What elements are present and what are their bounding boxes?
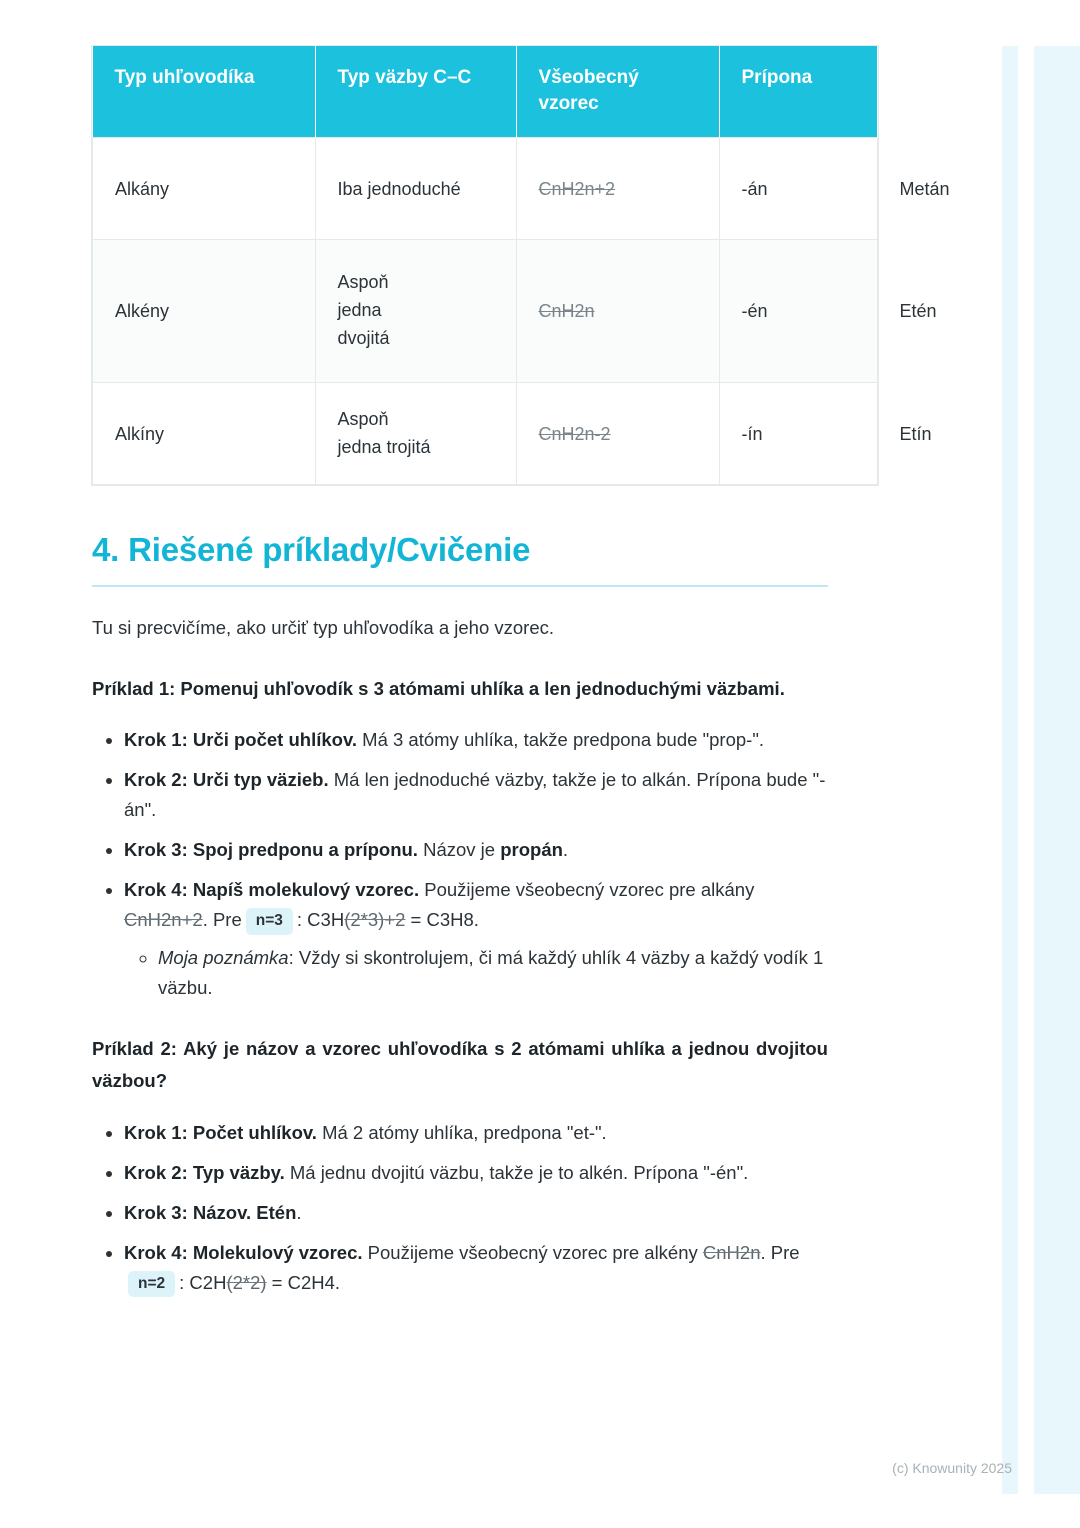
page-title: 4. Riešené príklady/Cvičenie	[92, 531, 531, 569]
document-content	[92, 46, 963, 1308]
step-label: Krok 4: Molekulový vzorec.	[124, 1241, 363, 1263]
formula-calc-a: : C2H	[179, 1271, 227, 1293]
step-text: Má jednu dvojitú väzbu, takže je to alkén. Prípona "-én".	[284, 1161, 749, 1183]
cell-vazba: Aspoň jedna trojitá	[315, 383, 516, 485]
formula-calc-strike: (2*3)+2	[344, 909, 406, 931]
formula-general: CnH2n	[702, 1241, 761, 1263]
step-label: Krok 1: Počet uhlíkov.	[124, 1121, 317, 1143]
list-item	[124, 1118, 828, 1148]
list-item	[124, 835, 828, 865]
column-header-vazba: Typ väzby C–C	[315, 46, 516, 138]
column-header-pripona: Prípona	[719, 46, 877, 138]
step-label: Krok 2: Typ väzby.	[124, 1161, 285, 1183]
n-value-chip: n=2	[128, 1271, 175, 1298]
decorative-edge-band	[1034, 46, 1080, 1494]
step-text: Použijeme všeobecný vzorec pre alkény	[362, 1241, 703, 1263]
step-tail: .	[296, 1201, 302, 1223]
hydrocarbon-table	[92, 46, 963, 485]
list-item	[124, 1238, 828, 1298]
formula-calc-strike: (2*2)	[226, 1271, 267, 1293]
step-text: Použijeme všeobecný vzorec pre alkány	[419, 879, 755, 901]
step-label: Krok 2: Urči typ väzieb.	[124, 769, 329, 791]
table-header-row: Typ uhľovodíka Typ väzby C–C Všeobecný vzorec Prípona Príklad	[93, 46, 878, 138]
cell-vazba: Iba jednoduché	[315, 138, 516, 240]
example1-note-list	[124, 943, 828, 1003]
step-label: Krok 4: Napíš molekulový vzorec.	[124, 879, 420, 901]
step-label: Krok 1: Urči počet uhlíkov.	[124, 729, 358, 751]
formula-calc-b: = C2H4.	[266, 1271, 341, 1293]
column-header-vzorec: Všeobecný vzorec	[516, 46, 719, 138]
cell-vzorec	[516, 138, 719, 240]
formula-pre: . Pre	[760, 1241, 800, 1263]
cell-typ: Alkíny	[93, 383, 316, 485]
step-label: Krok 3: Spoj predponu a príponu.	[124, 839, 418, 861]
formula-calc-b: = C3H8.	[405, 909, 479, 931]
table-row: Alkány Iba jednoduché CnH2n+2 -án Metán	[93, 138, 878, 240]
cell-vzorec	[516, 383, 719, 485]
list-item	[158, 943, 828, 1003]
note-text: : Vždy si skontrolujem, či má každý uhlík 4 väzby a každý vodík 1 väzbu.	[158, 947, 824, 999]
table-body	[93, 138, 950, 485]
list-item	[124, 1158, 828, 1188]
step-label: Krok 3: Názov.	[124, 1201, 252, 1223]
step-result: propán	[500, 839, 563, 861]
section-intro: Tu si precvičíme, ako určiť typ uhľovodíka a jeho vzorec.	[92, 617, 555, 639]
formula-pre: . Pre	[202, 909, 242, 931]
cell-vzorec	[516, 240, 719, 383]
cell-typ: Alkény	[93, 240, 316, 383]
cell-pripona: -án	[719, 138, 877, 240]
table-row: Alkény Aspoň jedna dvojitá CnH2n -én Etén	[93, 240, 878, 383]
cell-vazba: Aspoň jedna dvojitá	[315, 240, 516, 383]
formula-text: CnH2n+2	[538, 178, 616, 199]
list-item	[124, 765, 828, 825]
decorative-inner-band	[1002, 46, 1018, 1494]
cell-pripona: -én	[719, 240, 877, 383]
cell-typ: Alkány	[93, 138, 316, 240]
formula-text: CnH2n	[538, 301, 595, 322]
formula-general: CnH2n+2	[124, 909, 203, 931]
table-header	[93, 46, 963, 138]
step-text: Názov je	[417, 839, 501, 861]
step-tail: .	[562, 839, 569, 861]
example2-heading: Príklad 2: Aký je názov a vzorec uhľovodíka s 2 atómami uhlíka a jednou dvojitou väzbou?	[92, 1038, 828, 1092]
step-text: Má 3 atómy uhlíka, takže predpona bude "prop-".	[357, 729, 765, 751]
list-item	[124, 725, 828, 755]
column-header-typ: Typ uhľovodíka	[93, 46, 316, 138]
list-item	[124, 1198, 828, 1228]
step-text: Má 2 atómy uhlíka, predpona "et-".	[316, 1121, 607, 1143]
list-item	[124, 875, 828, 1003]
formula-text: CnH2n-2	[538, 423, 611, 444]
example2-steps	[92, 1118, 828, 1298]
note-label: Moja poznámka	[158, 947, 289, 969]
n-value-chip: n=3	[246, 908, 293, 935]
copyright-footer: (c) Knowunity 2025	[892, 1460, 1012, 1476]
table-row: Alkíny Aspoň jedna trojitá CnH2n-2 -ín Etín	[93, 383, 878, 485]
step-text: Má len jednoduché väzby, takže je to alkán. Prípona bude "-án".	[124, 769, 826, 821]
title-divider	[92, 585, 828, 587]
formula-calc-a: : C3H	[296, 909, 345, 931]
step-result: Etén	[256, 1201, 297, 1223]
example1-heading: Príklad 1: Pomenuj uhľovodík s 3 atómami uhlíka a len jednoduchými väzbami.	[92, 677, 785, 699]
example1-steps	[92, 725, 828, 1003]
cell-pripona: -ín	[719, 383, 877, 485]
